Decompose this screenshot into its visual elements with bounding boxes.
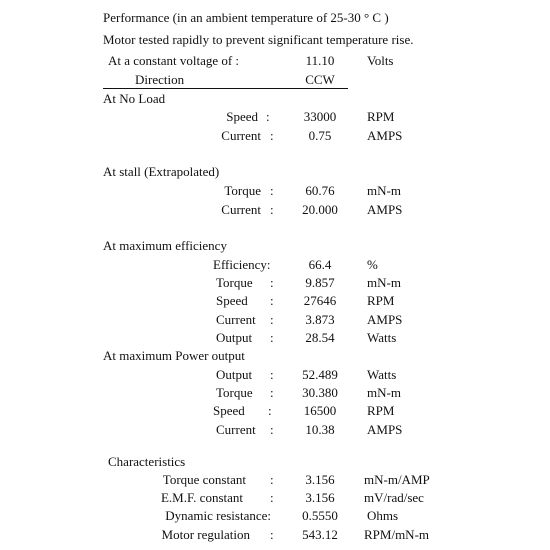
- max-power-current-colon: :: [270, 422, 274, 437]
- characteristics-torque-constant-unit: mN-m/AMP: [364, 472, 430, 487]
- no-load-current-colon: :: [270, 128, 274, 143]
- max-power-torque-colon: :: [270, 385, 274, 400]
- direction-label: Direction: [135, 72, 185, 87]
- max-efficiency-torque-colon: :: [270, 275, 274, 290]
- max-efficiency-output-label: Output: [216, 330, 253, 345]
- characteristics-emf-constant-unit: mV/rad/sec: [364, 490, 424, 505]
- max-efficiency-current-label: Current: [216, 312, 256, 327]
- no-load-speed-unit: RPM: [367, 109, 395, 124]
- max-power-torque-unit: mN-m: [367, 385, 401, 400]
- max-efficiency-speed-label: Speed: [216, 293, 248, 308]
- test-note: Motor tested rapidly to prevent significant temperature rise.: [103, 32, 414, 47]
- max-power-output-value: 52.489: [302, 367, 338, 382]
- no-load-current-label: Current: [221, 128, 261, 143]
- voltage-unit: Volts: [367, 53, 394, 68]
- direction-value: CCW: [305, 72, 335, 87]
- max-efficiency-efficiency-value: 66.4: [308, 257, 332, 272]
- max-power-current-label: Current: [216, 422, 256, 437]
- max-power-output-unit: Watts: [367, 367, 397, 382]
- characteristics-heading: Characteristics: [108, 454, 186, 469]
- voltage-value: 11.10: [305, 53, 335, 68]
- header-divider: [103, 88, 348, 89]
- max-efficiency-efficiency-unit: %: [367, 257, 378, 272]
- stall-current-value: 20.000: [302, 202, 338, 217]
- max-power-heading: At maximum Power output: [103, 348, 245, 363]
- stall-torque-value: 60.76: [305, 183, 335, 198]
- max-power-torque-label: Torque: [216, 385, 253, 400]
- characteristics-torque-constant-value: 3.156: [305, 472, 335, 487]
- stall-heading: At stall (Extrapolated): [103, 164, 220, 179]
- max-power-speed-value: 16500: [303, 403, 337, 418]
- page-title: Performance (in an ambient temperature of 25-30 ° C ): [103, 10, 389, 25]
- no-load-speed-label: Speed: [226, 109, 258, 124]
- stall-current-unit: AMPS: [367, 202, 403, 217]
- stall-current-colon: :: [270, 202, 274, 217]
- stall-torque-label: Torque: [224, 183, 261, 198]
- max-power-speed-label: Speed: [213, 403, 245, 418]
- characteristics-emf-constant-colon: :: [270, 490, 274, 505]
- max-power-speed-unit: RPM: [367, 403, 395, 418]
- characteristics-torque-constant-label: Torque constant: [162, 472, 246, 487]
- characteristics-dynamic-resistance-label: Dynamic resistance:: [165, 508, 271, 523]
- voltage-label: At a constant voltage of :: [108, 53, 240, 68]
- max-efficiency-speed-colon: :: [270, 293, 274, 308]
- max-power-output-colon: :: [270, 367, 274, 382]
- characteristics-motor-regulation-label: Motor regulation: [161, 527, 250, 542]
- characteristics-motor-regulation-unit: RPM/mN-m: [364, 527, 430, 542]
- max-efficiency-torque-value: 9.857: [305, 275, 335, 290]
- max-efficiency-torque-unit: mN-m: [367, 275, 401, 290]
- max-power-current-value: 10.38: [305, 422, 335, 437]
- max-efficiency-torque-label: Torque: [216, 275, 253, 290]
- stall-current-label: Current: [221, 202, 261, 217]
- characteristics-motor-regulation-colon: :: [270, 527, 274, 542]
- no-load-current-unit: AMPS: [367, 128, 403, 143]
- max-efficiency-output-value: 28.54: [305, 330, 335, 345]
- max-efficiency-speed-unit: RPM: [367, 293, 395, 308]
- no-load-current-value: 0.75: [308, 128, 332, 143]
- stall-torque-unit: mN-m: [367, 183, 401, 198]
- max-power-current-unit: AMPS: [367, 422, 403, 437]
- stall-torque-colon: :: [270, 183, 274, 198]
- max-efficiency-efficiency-label: Efficiency:: [213, 257, 271, 272]
- characteristics-emf-constant-value: 3.156: [305, 490, 335, 505]
- characteristics-emf-constant-label: E.M.F. constant: [160, 490, 243, 505]
- no-load-heading: At No Load: [103, 91, 166, 106]
- characteristics-motor-regulation-value: 543.12: [302, 527, 338, 542]
- max-efficiency-speed-value: 27646: [303, 293, 337, 308]
- characteristics-torque-constant-colon: :: [270, 472, 274, 487]
- max-efficiency-output-colon: :: [270, 330, 274, 345]
- max-efficiency-current-colon: :: [270, 312, 274, 327]
- max-power-speed-colon: :: [268, 403, 272, 418]
- max-power-output-label: Output: [216, 367, 253, 382]
- no-load-speed-value: 33000: [303, 109, 337, 124]
- max-efficiency-current-unit: AMPS: [367, 312, 403, 327]
- max-efficiency-current-value: 3.873: [305, 312, 335, 327]
- max-efficiency-output-unit: Watts: [367, 330, 397, 345]
- max-efficiency-heading: At maximum efficiency: [103, 238, 227, 253]
- max-power-torque-value: 30.380: [302, 385, 338, 400]
- characteristics-dynamic-resistance-value: 0.5550: [302, 508, 338, 523]
- no-load-speed-colon: :: [266, 109, 270, 124]
- characteristics-dynamic-resistance-unit: Ohms: [367, 508, 399, 523]
